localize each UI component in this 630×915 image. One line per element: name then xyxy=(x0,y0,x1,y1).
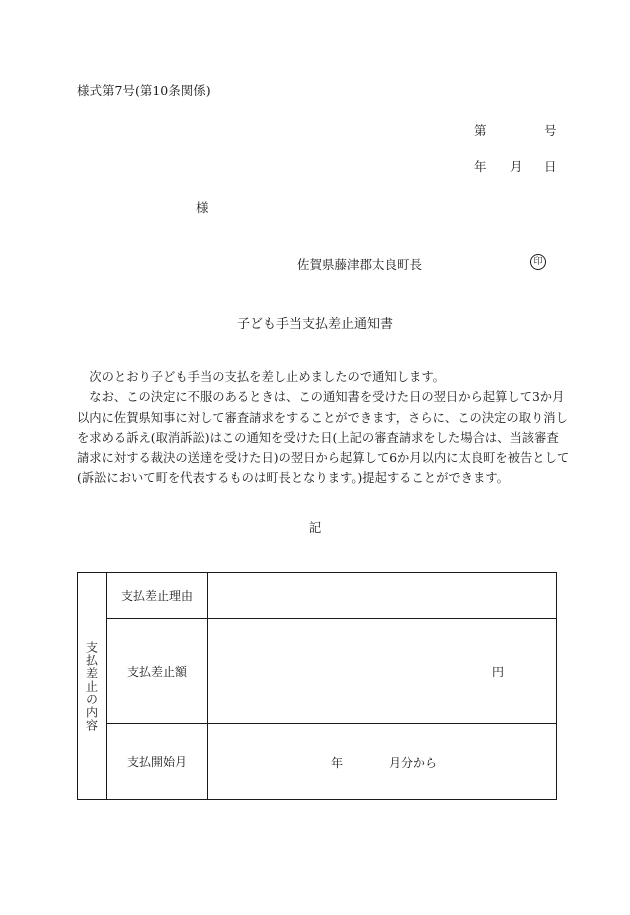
body-text xyxy=(77,367,570,489)
document-number-line xyxy=(474,121,557,137)
details-table xyxy=(77,572,557,800)
recipient-honorific: 様 xyxy=(196,200,209,215)
date-line xyxy=(474,157,557,173)
start-month-label: 支払開始月 xyxy=(107,724,208,800)
body-line: 次のとおり子ども手当の支払を差し止めましたので通知します。 xyxy=(77,370,445,384)
body-line: 請求に対する裁決の送達を受けた日)の翌日から起算して6か月以内に太良町を被告として xyxy=(77,451,570,466)
ki-heading: 記 xyxy=(308,520,322,535)
document-title: 子ども手当支払差止通知書 xyxy=(236,317,393,332)
start-month-value xyxy=(208,724,557,800)
start-year-unit: 年 xyxy=(331,756,344,770)
amount-value: 円 xyxy=(208,619,557,724)
doc-no-prefix: 第 xyxy=(474,123,487,138)
amount-label: 支払差止額 xyxy=(107,619,208,724)
reason-label: 支払差止理由 xyxy=(107,573,208,619)
body-line: を求める訴え(取消訴訟)はこの通知を受けた日(上記の審査請求をした場合は、当該審査 xyxy=(77,430,559,445)
issuer-name: 佐賀県藤津郡太良町長 xyxy=(297,257,423,272)
date-year: 年 xyxy=(474,159,487,174)
seal-mark-icon: 印 xyxy=(530,254,546,270)
reason-value xyxy=(208,573,557,619)
body-line: (訴訟において町を代表するものは町長となります。)提起することができます。 xyxy=(77,471,509,486)
date-month: 月 xyxy=(510,159,523,174)
group-label: 支払差止の内容 xyxy=(78,573,107,800)
date-day: 日 xyxy=(544,159,557,174)
form-number: 様式第7号(第10条関係) xyxy=(77,83,211,98)
body-line: なお、この決定に不服のあるときは、この通知書を受けた日の翌日から起算して3か月 xyxy=(77,390,565,405)
start-month-unit: 月分から xyxy=(389,756,438,770)
body-line: 以内に佐賀県知事に対して審査請求をすることができます，さらに、この決定の取り消し xyxy=(77,410,568,425)
doc-no-suffix: 号 xyxy=(544,123,557,138)
